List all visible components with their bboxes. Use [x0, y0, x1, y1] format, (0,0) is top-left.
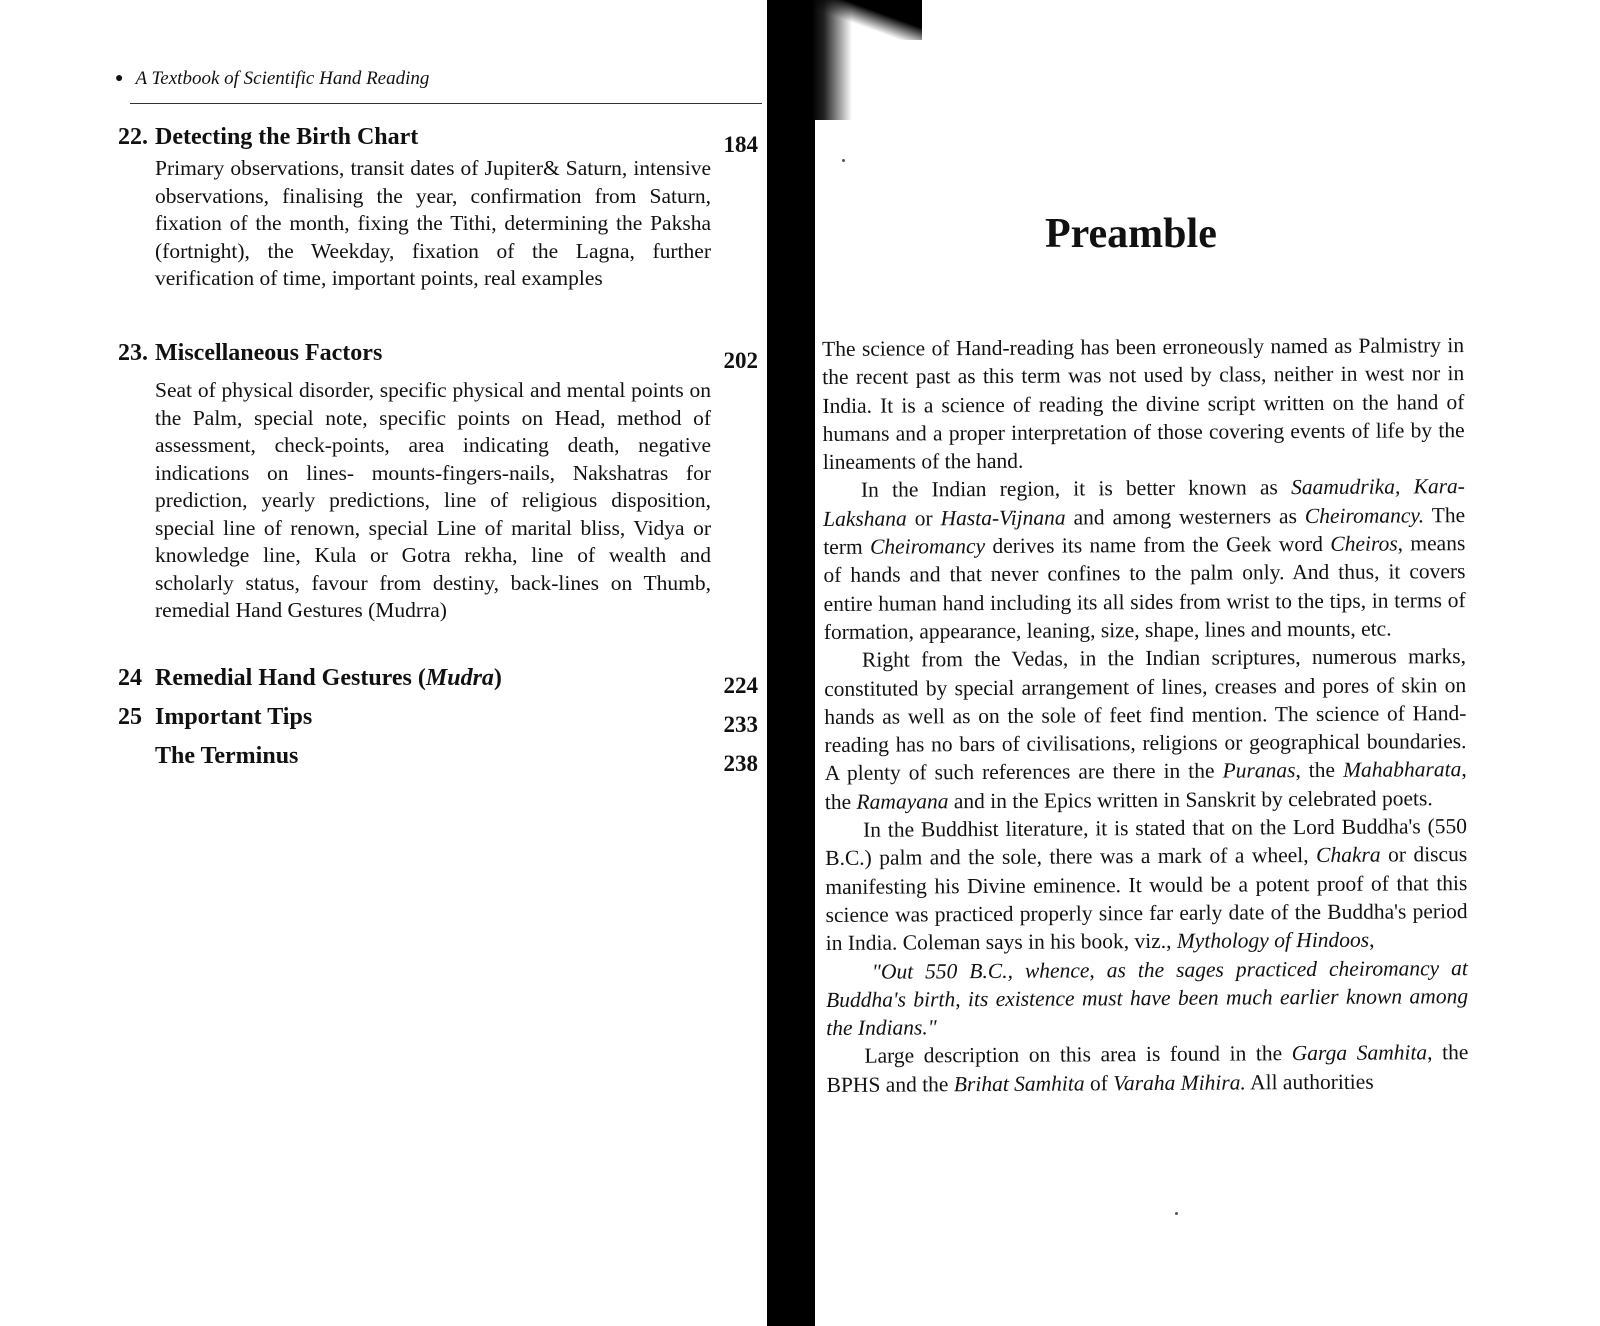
- toc-entry: [118, 340, 758, 625]
- running-head-rule: [130, 103, 762, 104]
- toc-entry-number: 23.: [118, 340, 148, 366]
- toc-entry-heading: [118, 340, 758, 367]
- scan-speck: [842, 159, 845, 162]
- toc-entry-title: Remedial Hand Gestures (Mudra): [155, 665, 502, 691]
- toc-entry-description: Seat of physical disorder, specific physical and mental points on the Palm, special note, specific points on Head, method of assessment, check-points, area indicating death, negative indications on lines- mounts-fingers-nails, Nakshatras for prediction, yearly predictions, line of religious disposition, special line of renown, special Line of marital bliss, Vidya or knowledge line, Kula or Gotra rekha, line of wealth and scholarly status, favour from destiny, back-lines on Thumb, remedial Hand Gestures (Mudrra): [155, 378, 711, 622]
- paragraph: The science of Hand-reading has been erroneously named as Palmistry in the recent past as this term was not used by class, neither in west nor in India. It is a science of reading the divine script written on the hand of humans and a proper interpretation of those covering events of life by the lineaments of the hand.: [822, 333, 1465, 475]
- scan-speck: [1175, 1212, 1178, 1215]
- body-text: [822, 331, 1469, 1099]
- toc-entry-page: 238: [723, 751, 758, 776]
- toc-entry-title: Detecting the Birth Chart: [155, 124, 419, 150]
- toc-entry-title: Miscellaneous Factors: [155, 340, 383, 366]
- toc-entry-description: Primary observations, transit dates of Jupiter& Saturn, intensive observations, finalising the year, confirmation from Saturn, fixation of the month, fixing the Tithi, determining the Paksha (fortnight), the Weekday, fixation of the Lagna, further verification of time, important points, real examples: [155, 156, 711, 290]
- paragraph: In the Buddhist literature, it is stated that on the Lord Buddha's (550 B.C.) palm and the sole, there was a mark of a wheel, Chakra or discus manifesting his Divine eminence. It would be a potent proof of that this science was practiced properly since far early date of the Buddha's period in India. Coleman says in his book, viz., Mythology of Hindoos,: [825, 814, 1468, 956]
- toc-entry-heading: [118, 665, 758, 692]
- toc-entry: [118, 124, 758, 293]
- toc-entry: [118, 704, 758, 737]
- toc-entry-title: The Terminus: [155, 743, 299, 769]
- toc-entry-heading: [118, 743, 758, 770]
- paragraph: Large description on this area is found in the Garga Samhita, the BPHS and the Brihat Samhita of Varaha Mihira. All authorities: [826, 1040, 1469, 1097]
- running-head: [115, 68, 429, 90]
- block-quote: "Out 550 B.C., whence, as the sages practiced cheiromancy at Buddha's birth, its existence must have been much earlier known among the Indians.": [825, 955, 1469, 1041]
- toc-entry: [118, 743, 758, 776]
- paragraph: In the Indian region, it is better known as Saamudrika, Kara-Lakshana or Hasta-Vijnana and among westerners as Cheiromancy. The term Cheiromancy derives its name from the Geek word Cheiros, means of hands and that never confines to the palm only. And thus, it covers entire human hand including its all sides from wrist to the tips, in terms of formation, appearance, leaning, size, shape, lines and mounts, etc.: [823, 474, 1466, 644]
- toc-entry-title: Important Tips: [155, 704, 313, 730]
- running-head-bullet: ●: [115, 71, 124, 86]
- toc-entry-page: 202: [723, 348, 758, 373]
- paragraph: Right from the Vedas, in the Indian scriptures, numerous marks, constituted by special arrangement of lines, creases and pores of skin on hands as well as on the sole of feet find mention. The science of Hand-reading has no bars of civilisations, religions or geographical boundaries. A plenty of such references are there in the Puranas, the Mahabharata, the Ramayana and in the Epics written in Sanskrit by celebrated poets.: [824, 644, 1467, 814]
- toc-entry-page: 184: [723, 132, 758, 157]
- running-head-title: A Textbook of Scientific Hand Reading: [135, 68, 430, 89]
- toc-entry-page: 233: [723, 712, 758, 737]
- toc-entry-heading: [118, 704, 758, 731]
- toc-entry-heading: [118, 124, 758, 151]
- page-title: Preamble: [1045, 211, 1217, 257]
- gutter-notch: [812, 0, 922, 40]
- book-gutter: [767, 0, 815, 1326]
- toc-entry-number: 22.: [118, 124, 148, 150]
- toc-entry: [118, 665, 758, 698]
- toc-entry-page: 224: [723, 673, 758, 698]
- toc-entry-number: 25: [118, 704, 142, 730]
- toc-entry-number: 24: [118, 665, 142, 691]
